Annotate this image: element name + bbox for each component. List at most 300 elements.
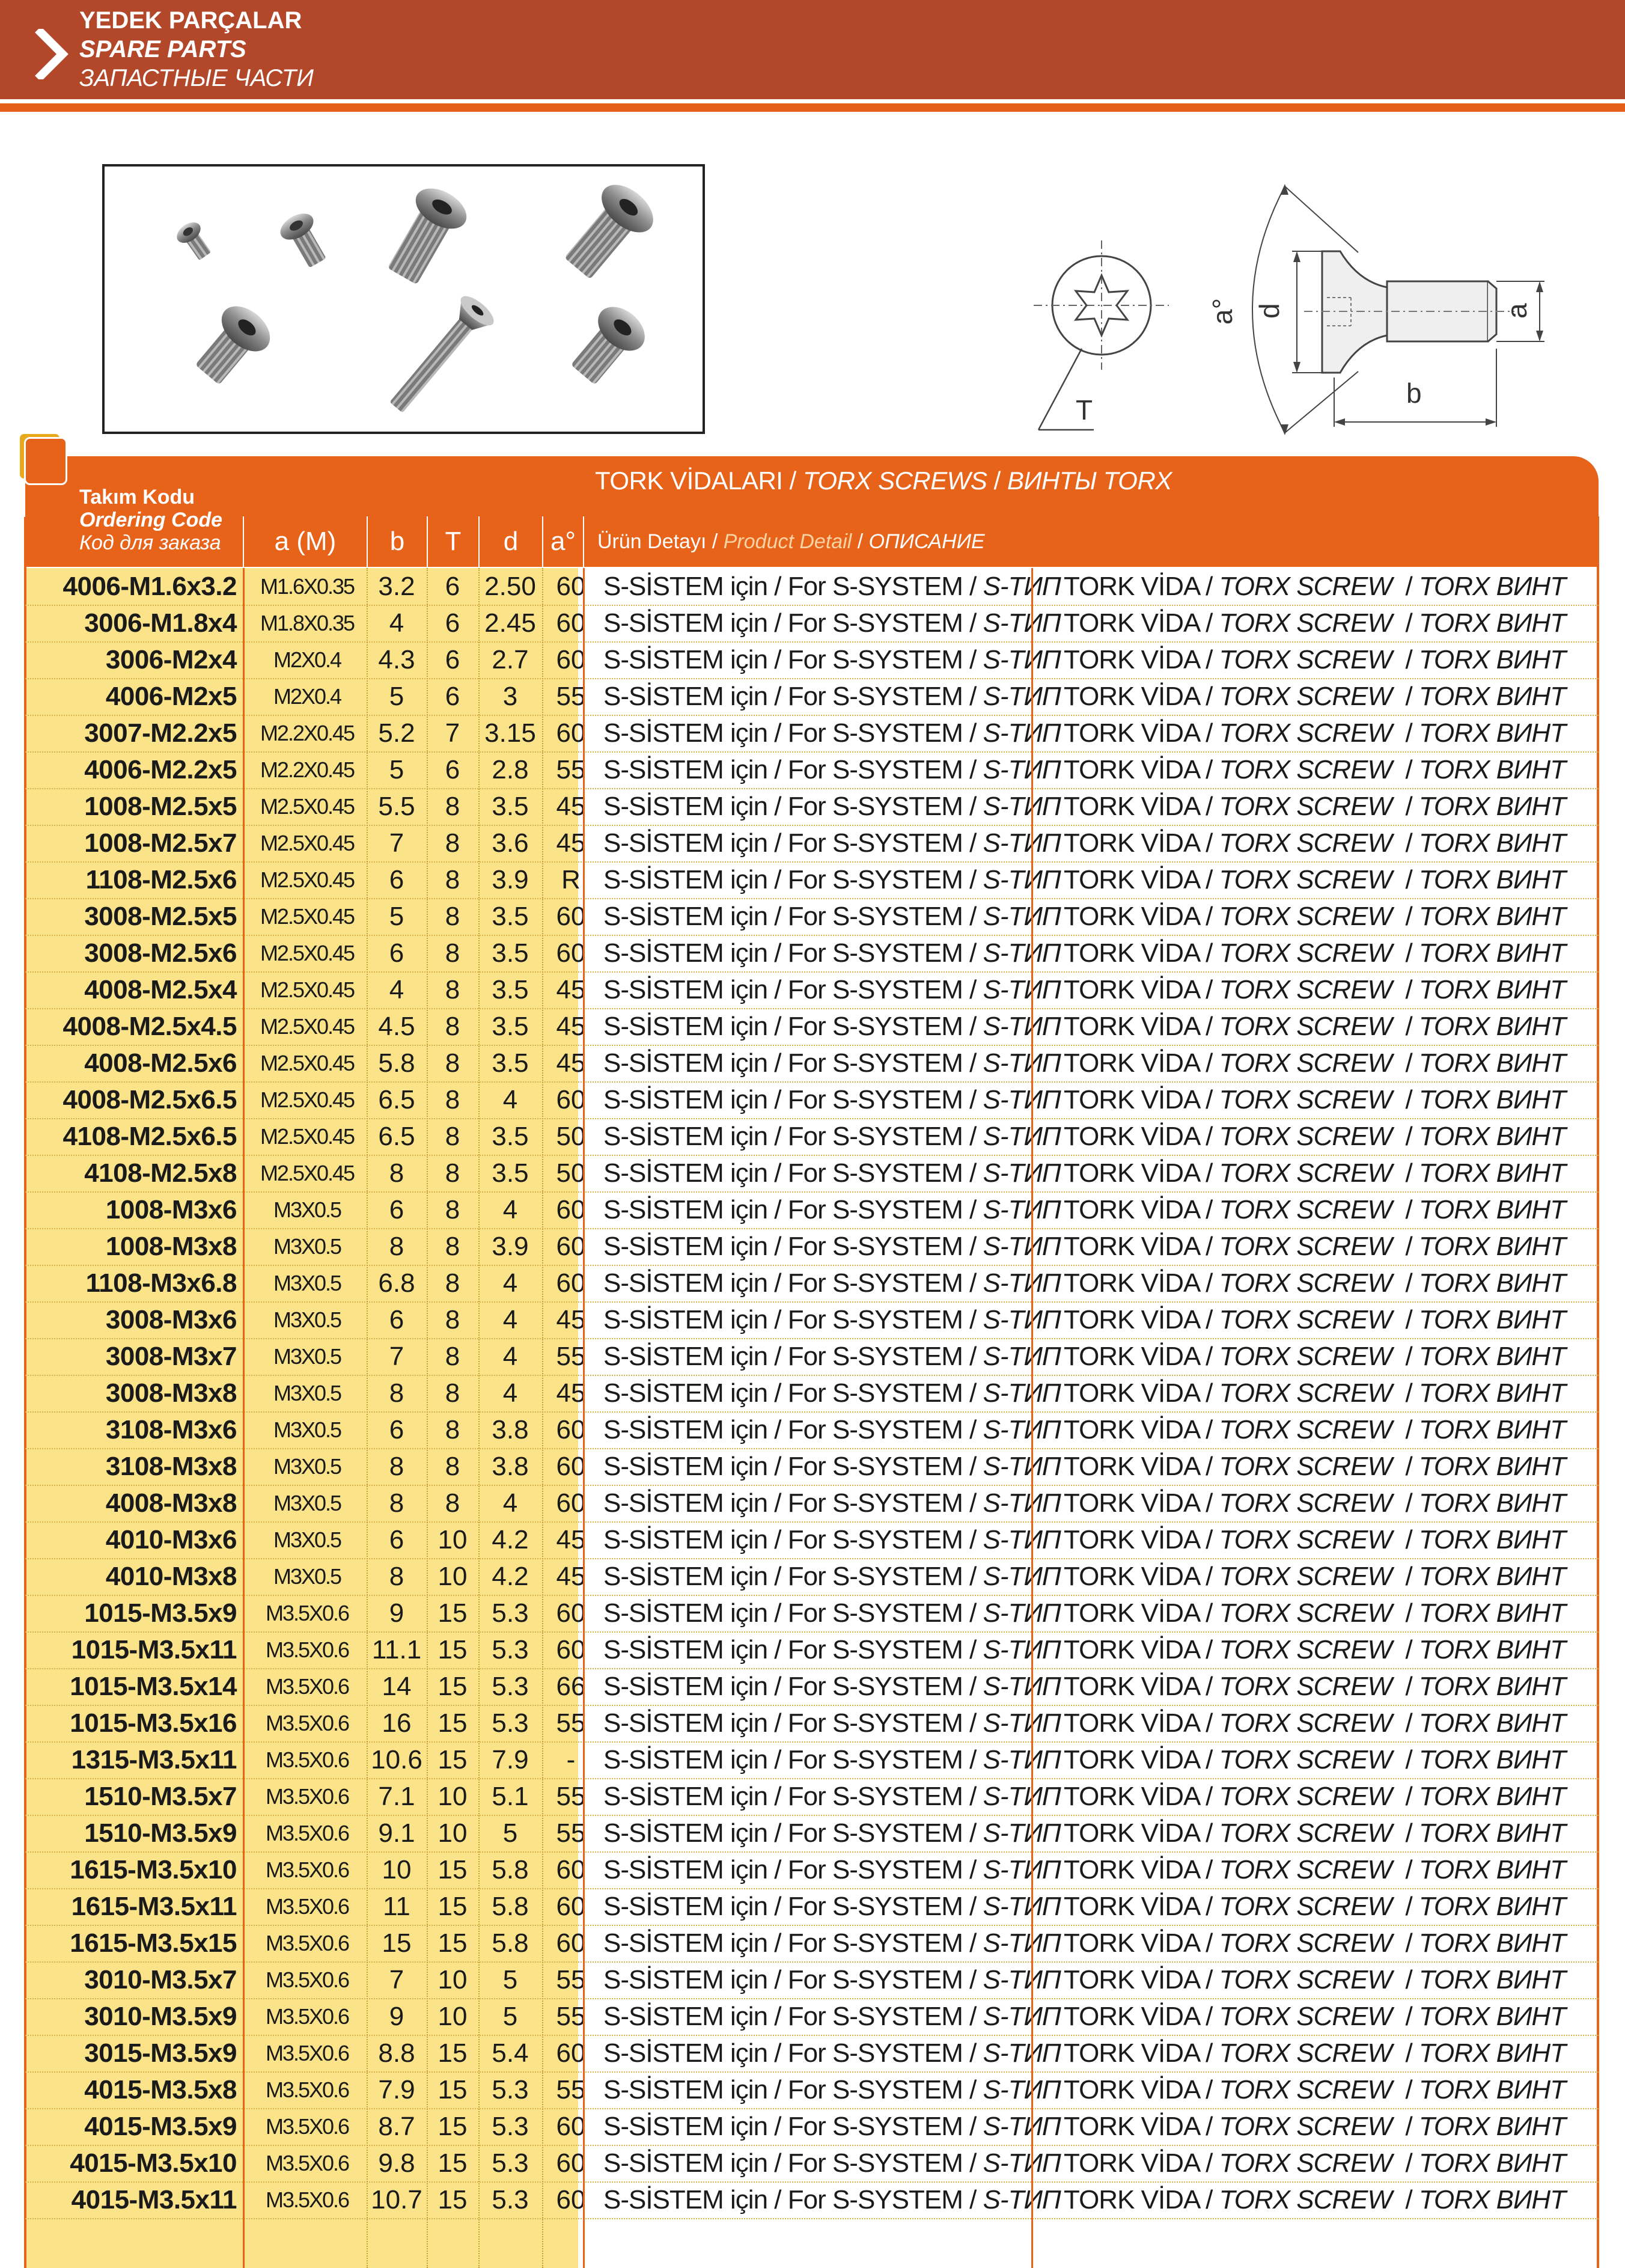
screw-dimension-drawing [1022, 174, 1550, 439]
screw-en: TORX SCREW [1219, 1782, 1392, 1811]
screw-ru: TORX ВИНТ [1418, 1122, 1566, 1151]
ordering-code: 1615-M3.5x10 [70, 1855, 237, 1884]
ordering-code: 4008-M2.5x6 [84, 1048, 237, 1078]
system-en: For S-SYSTEM [787, 2038, 963, 2068]
screw-ru: TORX ВИНТ [1418, 1488, 1566, 1518]
cell-system: S-SİSTEM için / For S-SYSTEM / S-ТИП [603, 1378, 1061, 1408]
system-tr: S-SİSTEM için [603, 2148, 768, 2178]
ordering-code: 3006-M1.8x4 [84, 608, 237, 638]
screw-ru: TORX ВИНТ [1418, 1195, 1566, 1224]
table-row [25, 1595, 1599, 1631]
cell-angle: 45 [556, 1525, 586, 1554]
ordering-code: 1510-M3.5x7 [84, 1782, 237, 1811]
row-divider [25, 2108, 1599, 2109]
chevron-right-icon [35, 29, 71, 79]
screw-tr: TORK VİDA [1064, 1928, 1199, 1958]
system-ru: S-ТИП [983, 1708, 1061, 1738]
table-row [25, 751, 1599, 788]
screw-en: TORX SCREW [1219, 1928, 1392, 1958]
system-ru: S-ТИП [983, 1488, 1061, 1518]
screw-ru: TORX ВИНТ [1418, 718, 1566, 748]
cell-screw-type: TORK VİDA / TORX SCREW / TORX ВИНТ [1064, 1085, 1566, 1114]
screw-ru: TORX ВИНТ [1418, 1672, 1566, 1701]
cell-a: M2.5X0.45 [260, 794, 355, 819]
cell-screw-type: TORK VİDA / TORX SCREW / TORX ВИНТ [1064, 975, 1566, 1004]
cell-b: 8.7 [378, 2112, 415, 2141]
screw-ru: TORX ВИНТ [1418, 1965, 1566, 1994]
screw-en: TORX SCREW [1219, 2002, 1392, 2031]
screw-ru: TORX ВИНТ [1418, 1562, 1566, 1591]
cell-t: 8 [445, 792, 460, 821]
screw-tr: TORK VİDA [1064, 645, 1199, 674]
cell-screw-type: TORK VİDA / TORX SCREW / TORX ВИНТ [1064, 1892, 1566, 1921]
cell-screw-type: TORK VİDA / TORX SCREW / TORX ВИНТ [1064, 1928, 1566, 1958]
system-ru: S-ТИП [983, 975, 1061, 1004]
cell-system: S-SİSTEM için / For S-SYSTEM / S-ТИП [603, 1525, 1061, 1554]
cell-b: 10.7 [371, 2185, 422, 2215]
cell-a: M2.5X0.45 [260, 1087, 355, 1112]
cell-b: 11 [383, 1892, 410, 1921]
cell-a: M3.5X0.6 [265, 1784, 349, 1809]
screw-en: TORX SCREW [1219, 1085, 1392, 1114]
row-divider [25, 2145, 1599, 2146]
cell-a: M3.5X0.6 [265, 1601, 349, 1625]
cell-angle: 55 [556, 2075, 586, 2104]
row-divider [25, 825, 1599, 826]
system-ru: S-ТИП [983, 902, 1061, 931]
column-divider [583, 568, 585, 2268]
screw-ru: TORX ВИНТ [1418, 1342, 1566, 1371]
cell-d: 5.3 [492, 2148, 529, 2178]
screw-en: TORX SCREW [1219, 755, 1392, 784]
table-title-en: TORX SCREWS [803, 466, 987, 495]
cell-t: 8 [445, 902, 460, 931]
cell-d: 4 [502, 1085, 518, 1114]
system-en: For S-SYSTEM [787, 1782, 963, 1811]
cell-d: 3.5 [492, 1012, 529, 1041]
cell-screw-type: TORK VİDA / TORX SCREW / TORX ВИНТ [1064, 1562, 1566, 1591]
screw-en: TORX SCREW [1219, 2112, 1392, 2141]
screw-tr: TORK VİDA [1064, 755, 1199, 784]
system-tr: S-SİSTEM için [603, 1195, 768, 1224]
table-row [25, 1375, 1599, 1411]
screw-en: TORX SCREW [1219, 1048, 1392, 1078]
cell-t: 8 [445, 1012, 460, 1041]
table-row [25, 825, 1599, 861]
screw-en: TORX SCREW [1219, 1342, 1392, 1371]
screw-ru: TORX ВИНТ [1418, 2075, 1566, 2104]
table-row [25, 568, 1599, 605]
screw-en: TORX SCREW [1219, 1488, 1392, 1518]
cell-t: 8 [445, 1305, 460, 1334]
cell-b: 8 [389, 1378, 404, 1408]
screw-ru: TORX ВИНТ [1418, 1268, 1566, 1298]
table-row [25, 1265, 1599, 1301]
cell-a: M3.5X0.6 [265, 2151, 349, 2175]
column-divider [243, 568, 245, 2268]
cell-angle: 55 [556, 1818, 586, 1848]
cell-d: 5.4 [492, 2038, 529, 2068]
cell-t: 15 [438, 2038, 468, 2068]
header-title-tr: YEDEK PARÇALAR [79, 7, 302, 34]
screw-tr: TORK VİDA [1064, 1452, 1199, 1481]
table-row [25, 605, 1599, 641]
system-tr: S-SİSTEM için [603, 792, 768, 821]
cell-t: 8 [445, 1488, 460, 1518]
system-ru: S-ТИП [983, 682, 1061, 711]
cell-a: M3.5X0.6 [265, 1857, 349, 1882]
cell-angle: 60 [556, 1415, 586, 1444]
system-en: For S-SYSTEM [787, 682, 963, 711]
cell-b: 4 [389, 608, 404, 638]
cell-screw-type: TORK VİDA / TORX SCREW / TORX ВИНТ [1064, 1745, 1566, 1774]
cell-screw-type: TORK VİDA / TORX SCREW / TORX ВИНТ [1064, 792, 1566, 821]
screw-tr: TORK VİDA [1064, 1415, 1199, 1444]
system-tr: S-SİSTEM için [603, 1342, 768, 1371]
cell-angle: 50 [556, 1122, 586, 1151]
cell-b: 14 [382, 1672, 412, 1701]
cell-t: 8 [445, 865, 460, 894]
table-row [25, 2108, 1599, 2145]
cell-system: S-SİSTEM için / For S-SYSTEM / S-ТИП [603, 1195, 1061, 1224]
cell-t: 15 [438, 1892, 468, 1921]
ordering-code: 3108-M3x8 [105, 1452, 237, 1481]
row-divider [25, 1008, 1599, 1009]
cell-system: S-SİSTEM için / For S-SYSTEM / S-ТИП [603, 2112, 1061, 2141]
system-ru: S-ТИП [983, 1195, 1061, 1224]
cell-system: S-SİSTEM için / For S-SYSTEM / S-ТИП [603, 645, 1061, 674]
cell-t: 15 [438, 1598, 468, 1628]
system-ru: S-ТИП [983, 1855, 1061, 1884]
screw-tr: TORK VİDA [1064, 1782, 1199, 1811]
cell-a: M2.5X0.45 [260, 941, 355, 965]
cell-a: M2.5X0.45 [260, 1014, 355, 1039]
screw-ru: TORX ВИНТ [1418, 1378, 1566, 1408]
cell-b: 6 [389, 1525, 404, 1554]
ordering-code: 1315-M3.5x11 [71, 1745, 237, 1774]
system-ru: S-ТИП [983, 1378, 1061, 1408]
cell-angle: 60 [556, 2038, 586, 2068]
cell-b: 6.5 [378, 1122, 415, 1151]
cell-a: M1.8X0.35 [260, 611, 355, 635]
cell-screw-type: TORK VİDA / TORX SCREW / TORX ВИНТ [1064, 1232, 1566, 1261]
ordering-code: 3008-M3x6 [105, 1305, 237, 1334]
system-en: For S-SYSTEM [787, 1965, 963, 1994]
cell-a: M2.5X0.45 [260, 904, 355, 929]
cell-t: 10 [438, 2002, 468, 2031]
screw-ru: TORX ВИНТ [1418, 1598, 1566, 1628]
ordering-code: 4108-M2.5x8 [84, 1158, 237, 1188]
cell-d: 2.45 [484, 608, 536, 638]
system-en: For S-SYSTEM [787, 1122, 963, 1151]
screw-en: TORX SCREW [1219, 975, 1392, 1004]
screw-tr: TORK VİDA [1064, 1598, 1199, 1628]
cell-a: M2.5X0.45 [260, 1124, 355, 1149]
cell-angle: - [566, 1745, 576, 1774]
cell-angle: 60 [556, 938, 586, 968]
ordering-code: 1008-M3x8 [105, 1232, 237, 1261]
screw-en: TORX SCREW [1219, 1818, 1392, 1848]
system-ru: S-ТИП [983, 1562, 1061, 1591]
screw-ru: TORX ВИНТ [1418, 1048, 1566, 1078]
screw-ru: TORX ВИНТ [1418, 1745, 1566, 1774]
system-ru: S-ТИП [983, 1158, 1061, 1188]
system-ru: S-ТИП [983, 1672, 1061, 1701]
column-divider [427, 568, 428, 2268]
cell-system: S-SİSTEM için / For S-SYSTEM / S-ТИП [603, 1745, 1061, 1774]
system-tr: S-SİSTEM için [603, 1635, 768, 1664]
system-tr: S-SİSTEM için [603, 2075, 768, 2104]
system-en: For S-SYSTEM [787, 2112, 963, 2141]
screw-tr: TORK VİDA [1064, 938, 1199, 968]
system-en: For S-SYSTEM [787, 1342, 963, 1371]
system-ru: S-ТИП [983, 755, 1061, 784]
cell-t: 8 [445, 1195, 460, 1224]
cell-b: 7.1 [378, 1782, 415, 1811]
ordering-code: 4015-M3.5x10 [70, 2148, 237, 2178]
row-divider [25, 678, 1599, 679]
ordering-code: 1510-M3.5x9 [84, 1818, 237, 1848]
system-tr: S-SİSTEM için [603, 1928, 768, 1958]
system-ru: S-ТИП [983, 1598, 1061, 1628]
cell-d: 5.8 [492, 1855, 529, 1884]
screw-ru: TORX ВИНТ [1418, 755, 1566, 784]
cell-t: 8 [445, 828, 460, 858]
cell-a: M3.5X0.6 [265, 1711, 349, 1735]
ordering-code: 1015-M3.5x11 [71, 1635, 237, 1664]
cell-screw-type: TORK VİDA / TORX SCREW / TORX ВИНТ [1064, 608, 1566, 638]
cell-angle: 60 [556, 1452, 586, 1481]
ordering-code: 3008-M3x7 [105, 1342, 237, 1371]
system-tr: S-SİSTEM için [603, 2185, 768, 2215]
table-title: TORK VİDALARI / TORX SCREWS / ВИНТЫ TORX [595, 466, 1172, 495]
screw-tr: TORK VİDA [1064, 1745, 1199, 1774]
cell-d: 3.5 [492, 792, 529, 821]
system-ru: S-ТИП [983, 2185, 1061, 2215]
screw-tr: TORK VİDA [1064, 865, 1199, 894]
cell-system: S-SİSTEM için / For S-SYSTEM / S-ТИП [603, 2185, 1061, 2215]
table-row [25, 1045, 1599, 1081]
screw-en: TORX SCREW [1219, 1965, 1392, 1994]
system-en: For S-SYSTEM [787, 1488, 963, 1518]
system-en: For S-SYSTEM [787, 792, 963, 821]
system-ru: S-ТИП [983, 608, 1061, 638]
system-tr: S-SİSTEM için [603, 828, 768, 858]
cell-b: 4.5 [378, 1012, 415, 1041]
system-en: For S-SYSTEM [787, 755, 963, 784]
cell-a: M2X0.4 [273, 684, 341, 709]
cell-angle: 60 [556, 902, 586, 931]
system-en: For S-SYSTEM [787, 2075, 963, 2104]
screw-tr: TORK VİDA [1064, 2075, 1199, 2104]
system-tr: S-SİSTEM için [603, 1672, 768, 1701]
cell-system: S-SİSTEM için / For S-SYSTEM / S-ТИП [603, 1965, 1061, 1994]
table-row [25, 678, 1599, 715]
cell-system: S-SİSTEM için / For S-SYSTEM / S-ТИП [603, 2038, 1061, 2068]
column-divider [542, 568, 543, 2268]
cell-angle: 45 [556, 1562, 586, 1591]
system-en: For S-SYSTEM [787, 1708, 963, 1738]
row-divider [25, 1338, 1599, 1339]
cell-t: 10 [438, 1562, 468, 1591]
screw-ru: TORX ВИНТ [1418, 1085, 1566, 1114]
screw-ru: TORX ВИНТ [1418, 1232, 1566, 1261]
cell-d: 5.3 [492, 1708, 529, 1738]
ordering-code: 3010-M3.5x7 [84, 1965, 237, 1994]
cell-t: 8 [445, 1378, 460, 1408]
screw-en: TORX SCREW [1219, 1378, 1392, 1408]
system-en: For S-SYSTEM [787, 1048, 963, 1078]
cell-system: S-SİSTEM için / For S-SYSTEM / S-ТИП [603, 792, 1061, 821]
screw-en: TORX SCREW [1219, 938, 1392, 968]
cell-a: M3.5X0.6 [265, 2041, 349, 2065]
screw-tr: TORK VİDA [1064, 1195, 1199, 1224]
col-header-t: T [427, 516, 478, 567]
cell-angle: 45 [556, 1305, 586, 1334]
screw-ru: TORX ВИНТ [1418, 938, 1566, 968]
cell-system: S-SİSTEM için / For S-SYSTEM / S-ТИП [603, 1488, 1061, 1518]
system-tr: S-SİSTEM için [603, 902, 768, 931]
cell-a: M2.2X0.45 [260, 757, 355, 782]
column-divider [367, 568, 368, 2268]
screw-tr: TORK VİDA [1064, 2112, 1199, 2141]
ordering-code: 4015-M3.5x11 [71, 2185, 237, 2215]
row-divider [25, 1191, 1599, 1193]
col-header-a: a (M) [243, 516, 367, 567]
cell-screw-type: TORK VİDA / TORX SCREW / TORX ВИНТ [1064, 1342, 1566, 1371]
cell-screw-type: TORK VİDA / TORX SCREW / TORX ВИНТ [1064, 902, 1566, 931]
cell-t: 15 [438, 1635, 468, 1664]
system-en: For S-SYSTEM [787, 975, 963, 1004]
screw-ru: TORX ВИНТ [1418, 1635, 1566, 1664]
system-ru: S-ТИП [983, 1232, 1061, 1261]
cell-b: 8 [389, 1158, 404, 1188]
cell-screw-type: TORK VİDA / TORX SCREW / TORX ВИНТ [1064, 682, 1566, 711]
cell-t: 8 [445, 1122, 460, 1151]
system-tr: S-SİSTEM için [603, 975, 768, 1004]
ordering-code: 4006-M2x5 [105, 682, 237, 711]
cell-system: S-SİSTEM için / For S-SYSTEM / S-ТИП [603, 755, 1061, 784]
cell-screw-type: TORK VİDA / TORX SCREW / TORX ВИНТ [1064, 1195, 1566, 1224]
row-divider [25, 788, 1599, 789]
row-divider [25, 751, 1599, 753]
system-tr: S-SİSTEM için [603, 608, 768, 638]
cell-d: 3.8 [492, 1452, 529, 1481]
table-row [25, 1668, 1599, 1705]
cell-system: S-SİSTEM için / For S-SYSTEM / S-ТИП [603, 2002, 1061, 2031]
cell-angle: 60 [556, 1928, 586, 1958]
system-en: For S-SYSTEM [787, 572, 963, 601]
screw-ru: TORX ВИНТ [1418, 682, 1566, 711]
table-row [25, 1998, 1599, 2035]
row-divider [25, 971, 1599, 973]
screw-ru: TORX ВИНТ [1418, 608, 1566, 638]
row-divider [25, 1888, 1599, 1889]
ordering-code: 4015-M3.5x8 [84, 2075, 237, 2104]
system-tr: S-SİSTEM için [603, 645, 768, 674]
ordering-code: 3008-M2.5x5 [84, 902, 237, 931]
cell-screw-type: TORK VİDA / TORX SCREW / TORX ВИНТ [1064, 1452, 1566, 1481]
cell-screw-type: TORK VİDA / TORX SCREW / TORX ВИНТ [1064, 2112, 1566, 2141]
cell-a: M3X0.5 [273, 1454, 341, 1479]
cell-screw-type: TORK VİDA / TORX SCREW / TORX ВИНТ [1064, 2185, 1566, 2215]
screw-image [562, 298, 653, 392]
cell-angle: 60 [556, 1268, 586, 1298]
table-row [25, 1191, 1599, 1228]
system-tr: S-SİSTEM için [603, 1782, 768, 1811]
cell-t: 15 [438, 2075, 468, 2104]
system-tr: S-SİSTEM için [603, 1892, 768, 1921]
screw-en: TORX SCREW [1219, 572, 1392, 601]
cell-system: S-SİSTEM için / For S-SYSTEM / S-ТИП [603, 828, 1061, 858]
screw-en: TORX SCREW [1219, 1892, 1392, 1921]
ordering-code: 1108-M2.5x6 [85, 865, 237, 894]
ordering-code: 4108-M2.5x6.5 [62, 1122, 237, 1151]
cell-screw-type: TORK VİDA / TORX SCREW / TORX ВИНТ [1064, 1598, 1566, 1628]
cell-screw-type: TORK VİDA / TORX SCREW / TORX ВИНТ [1064, 755, 1566, 784]
screw-ru: TORX ВИНТ [1418, 1452, 1566, 1481]
cell-angle: 60 [556, 1085, 586, 1114]
cell-system: S-SİSTEM için / For S-SYSTEM / S-ТИП [603, 1708, 1061, 1738]
cell-a: M3.5X0.6 [265, 1931, 349, 1955]
cell-t: 8 [445, 1048, 460, 1078]
cell-system: S-SİSTEM için / For S-SYSTEM / S-ТИП [603, 1122, 1061, 1151]
cell-d: 3.15 [484, 718, 536, 748]
cell-angle: 60 [556, 572, 586, 601]
screw-ru: TORX ВИНТ [1418, 1012, 1566, 1041]
ordering-code: 3108-M3x6 [105, 1415, 237, 1444]
cell-t: 8 [445, 1415, 460, 1444]
screw-tr: TORK VİDA [1064, 1855, 1199, 1884]
ordering-code: 4008-M3x8 [105, 1488, 237, 1518]
table-row [25, 1705, 1599, 1741]
row-divider [25, 1998, 1599, 1999]
cell-d: 5.1 [492, 1782, 529, 1811]
row-divider [25, 2035, 1599, 2036]
screw-ru: TORX ВИНТ [1418, 828, 1566, 858]
cell-d: 5.8 [492, 1928, 529, 1958]
cell-d: 3.6 [492, 828, 529, 858]
table-row [25, 1448, 1599, 1485]
cell-system: S-SİSTEM için / For S-SYSTEM / S-ТИП [603, 1305, 1061, 1334]
row-divider [25, 1521, 1599, 1523]
cell-screw-type: TORK VİDA / TORX SCREW / TORX ВИНТ [1064, 1635, 1566, 1664]
row-divider [25, 1228, 1599, 1229]
cell-screw-type: TORK VİDA / TORX SCREW / TORX ВИНТ [1064, 1268, 1566, 1298]
table-row [25, 1008, 1599, 1045]
screw-tr: TORK VİDA [1064, 1232, 1199, 1261]
system-ru: S-ТИП [983, 1635, 1061, 1664]
screw-en: TORX SCREW [1219, 2185, 1392, 2215]
cell-t: 15 [438, 2112, 468, 2141]
system-en: For S-SYSTEM [787, 608, 963, 638]
screw-en: TORX SCREW [1219, 682, 1392, 711]
ordering-code: 4010-M3x6 [105, 1525, 237, 1554]
cell-d: 2.8 [492, 755, 529, 784]
system-ru: S-ТИП [983, 2002, 1061, 2031]
system-ru: S-ТИП [983, 1268, 1061, 1298]
cell-angle: 60 [556, 718, 586, 748]
cell-angle: 50 [556, 1158, 586, 1188]
cell-b: 7.9 [378, 2075, 415, 2104]
cell-system: S-SİSTEM için / For S-SYSTEM / S-ТИП [603, 2148, 1061, 2178]
column-divider [1031, 568, 1033, 2268]
screw-tr: TORK VİDA [1064, 1965, 1199, 1994]
screw-en: TORX SCREW [1219, 1158, 1392, 1188]
cell-system: S-SİSTEM için / For S-SYSTEM / S-ТИП [603, 1452, 1061, 1481]
screw-en: TORX SCREW [1219, 1305, 1392, 1334]
screw-ru: TORX ВИНТ [1418, 645, 1566, 674]
